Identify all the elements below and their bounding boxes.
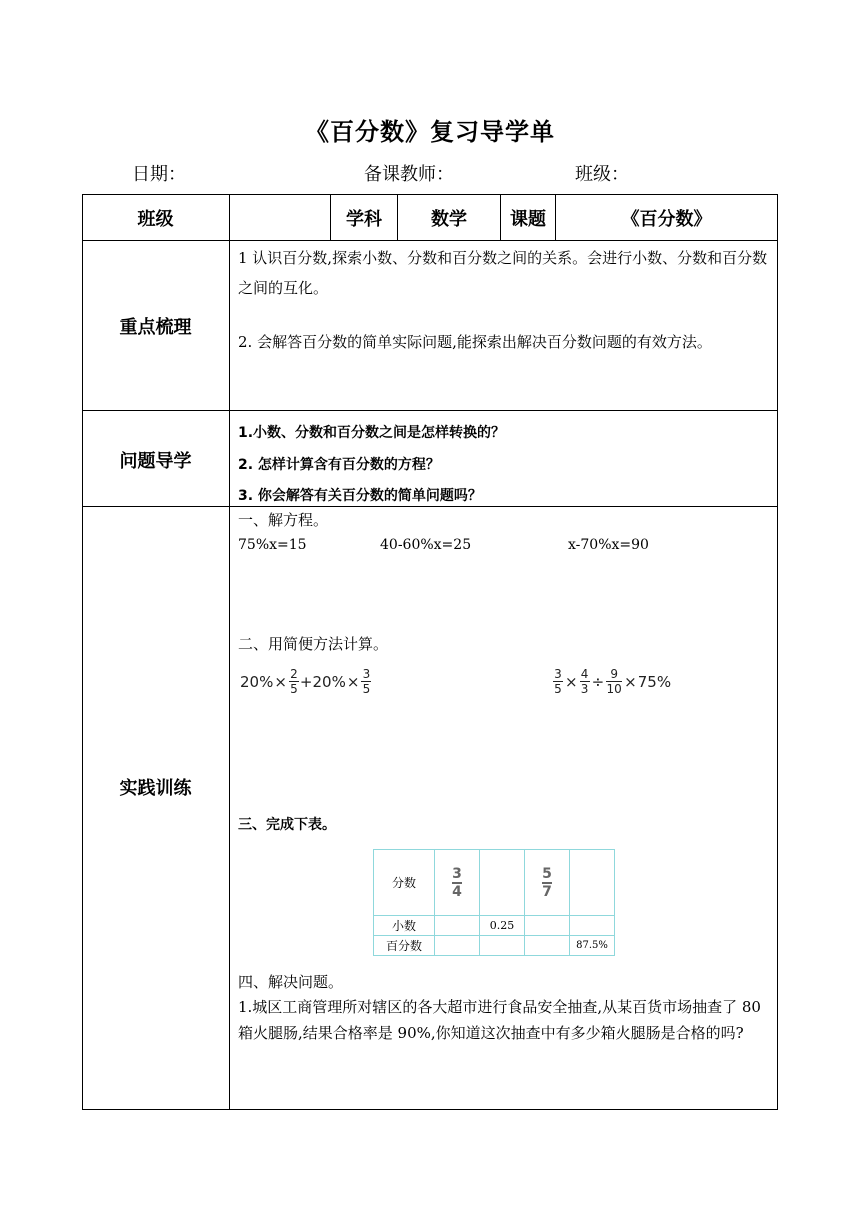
blank-cell[interactable]: [570, 850, 615, 916]
blank-cell[interactable]: [480, 850, 525, 916]
numerator: 3: [554, 667, 562, 681]
subject-label: 学科: [346, 209, 382, 230]
table-border-right: [777, 194, 778, 1110]
blank-cell[interactable]: [570, 916, 615, 936]
blank-cell[interactable]: [435, 936, 480, 956]
row-label-decimal: 小数: [374, 916, 435, 936]
row-label-percent: 百分数: [374, 936, 435, 956]
row-divider: [82, 410, 778, 411]
row-divider: [82, 506, 778, 507]
fraction: [542, 867, 552, 899]
table-row: [374, 936, 615, 956]
denominator: 10: [606, 682, 622, 696]
percent-value: 87.5%: [570, 936, 615, 956]
page-title: 《百分数》复习导学单: [305, 118, 555, 146]
calc1-plus-term: +20%: [299, 672, 346, 691]
fraction: [361, 668, 371, 695]
section-3-heading: 三、完成下表。: [238, 817, 336, 833]
divide-sign: ÷: [591, 672, 605, 691]
denominator: 5: [362, 682, 371, 696]
denominator: 4: [452, 883, 462, 900]
equation-3: x-70%x=90: [568, 537, 649, 553]
equation-2: 40-60%x=25: [380, 537, 472, 553]
numerator: 4: [580, 667, 589, 681]
fraction-cell: [435, 850, 480, 916]
column-divider: [229, 194, 230, 1110]
denominator: 5: [290, 682, 298, 696]
fraction: [580, 668, 590, 695]
section-1-heading: 一、解方程。: [238, 511, 329, 529]
fraction: [606, 668, 622, 695]
topic-value: 《百分数》: [621, 209, 712, 230]
practice-label: 实践训练: [119, 778, 192, 799]
fraction: [553, 668, 563, 695]
blank-cell[interactable]: [525, 916, 570, 936]
guide-question-3: 3. 你会解答有关百分数的简单问题吗？: [238, 488, 482, 504]
guide-question-2: 2. 怎样计算含有百分数的方程？: [238, 457, 440, 473]
equation-1: 75%x=15: [238, 537, 307, 553]
calc2-percent: 75%: [637, 672, 672, 691]
denominator: 5: [554, 682, 562, 696]
blank-cell[interactable]: [435, 916, 480, 936]
decimal-value: 0.25: [480, 916, 525, 936]
table-border-top: [82, 194, 778, 195]
topic-label: 课题: [510, 209, 546, 230]
fraction: [452, 867, 462, 899]
section-4-heading: 四、解决问题。: [238, 973, 344, 991]
numerator: 9: [610, 667, 618, 681]
key-point-2: 2. 会解答百分数的简单实际问题,能探索出解决百分数问题的有效方法。: [238, 333, 712, 351]
date-label: 日期：: [132, 164, 186, 185]
guide-label: 问题导学: [119, 451, 192, 472]
worksheet-table: [82, 194, 778, 1110]
guide-question-1: 1.小数、分数和百分数之间是怎样转换的？: [238, 425, 506, 441]
fraction-cell: [525, 850, 570, 916]
numerator: 2: [290, 667, 298, 681]
subject-value: 数学: [431, 209, 467, 230]
fraction: [289, 668, 299, 695]
class-meta-label: 班级：: [575, 164, 629, 185]
class-header-label: 班级: [137, 209, 174, 230]
row-divider: [82, 240, 778, 241]
conversion-table: [373, 849, 615, 956]
table-row: [374, 850, 615, 916]
times-sign: ×: [565, 672, 578, 691]
key-points-label: 重点梳理: [119, 317, 192, 338]
times-sign: ×: [274, 672, 287, 691]
table-border-bottom: [82, 1109, 778, 1110]
denominator: 3: [580, 682, 589, 696]
word-problem-1: 1.城区工商管理所对辖区的各大超市进行食品安全抽查,从某百货市场抽查了 80 箱火腿肠,结果合格率是 90%,你知道这次抽查中有多少箱火腿肠是合格的吗?: [238, 998, 761, 1042]
table-row: [374, 916, 615, 936]
calc-expression-2: [552, 668, 671, 695]
blank-cell[interactable]: [525, 936, 570, 956]
numerator: 3: [452, 865, 462, 882]
section-2-heading: 二、用简便方法计算。: [238, 635, 389, 653]
numerator: 3: [362, 667, 371, 681]
teacher-label: 备课教师：: [364, 164, 454, 185]
key-point-1: 1 认识百分数,探索小数、分数和百分数之间的关系。会进行小数、分数和百分数之间的互化。: [238, 249, 768, 297]
row-label-fraction: 分数: [374, 850, 435, 916]
times-sign: ×: [346, 672, 360, 691]
calc1-term: 20%: [240, 672, 274, 691]
numerator: 5: [542, 865, 552, 882]
times-sign: ×: [624, 672, 637, 691]
blank-cell[interactable]: [480, 936, 525, 956]
denominator: 7: [542, 883, 552, 900]
calc-expression-1: [240, 668, 372, 695]
